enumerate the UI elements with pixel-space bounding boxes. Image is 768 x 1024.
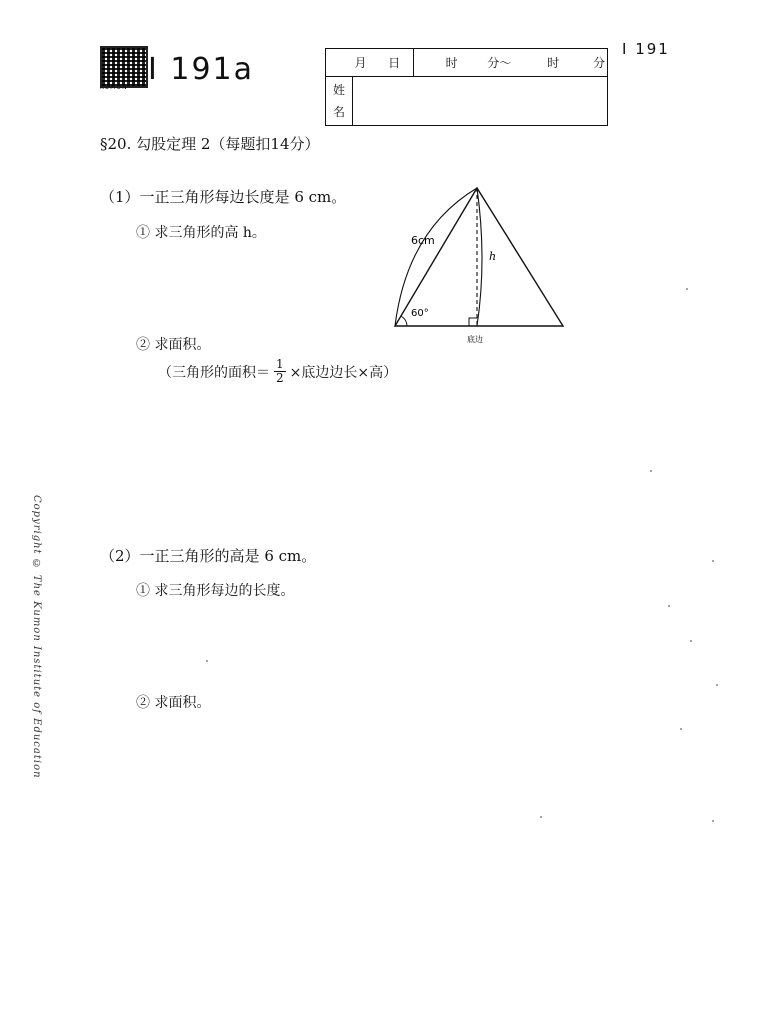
triangle-diagram [385, 180, 575, 350]
date-name-box [325, 48, 608, 126]
date-cell[interactable] [326, 49, 414, 77]
side-copyright: Copyright © The Kumon Institute of Education [31, 495, 42, 779]
scan-speck [540, 816, 542, 818]
scan-speck [686, 288, 688, 290]
worksheet-code: I 191a [148, 52, 255, 87]
problem2-part1: ① 求三角形每边的长度。 [136, 583, 295, 599]
problem1-part1: ① 求三角形的高 h。 [136, 225, 266, 241]
hour-start-label: 时 [445, 56, 458, 70]
fraction-numerator: 1 [276, 357, 284, 371]
problem2-stem: （2）一正三角形的高是 6 cm。 [100, 547, 317, 565]
name-label-char-2: 名 [332, 105, 345, 119]
scan-speck [680, 728, 682, 730]
section-title: §20. 勾股定理 2（每题扣14分） [100, 135, 320, 153]
side-label: 6cm [411, 234, 435, 247]
height-arc [477, 188, 482, 326]
angle-arc [401, 316, 407, 326]
angle-label: 60° [411, 308, 429, 319]
hour-end-label: 时 [547, 56, 560, 70]
minute-start-label: 分～ [487, 56, 512, 70]
right-angle-mark [469, 318, 477, 326]
problem1-stem: （1）一正三角形每边长度是 6 cm。 [100, 188, 347, 206]
page-code: I 191 [622, 40, 670, 58]
fraction-denominator: 2 [276, 371, 284, 385]
formula-right: ×底边边长×高） [289, 364, 398, 381]
kumon-logo [100, 46, 148, 88]
scan-speck [690, 640, 692, 642]
month-label: 月 [354, 56, 367, 70]
scan-speck [716, 684, 718, 686]
name-label-char-1: 姓 [332, 83, 345, 97]
fraction-one-half [274, 358, 286, 385]
scan-speck [668, 605, 670, 607]
problem1-part2: ② 求面积。 [136, 337, 211, 353]
name-field[interactable] [353, 77, 608, 126]
height-label: h [489, 250, 497, 263]
minute-end-label: 分 [593, 56, 606, 70]
scan-speck [650, 470, 652, 472]
base-label: 底边 [467, 335, 483, 344]
formula-left: （三角形的面积＝ [158, 364, 270, 381]
area-formula [158, 358, 397, 385]
scan-speck [712, 820, 714, 822]
name-label [326, 77, 353, 126]
scan-speck [206, 660, 208, 662]
logo-text: KUMON [100, 84, 128, 91]
time-cell[interactable] [413, 49, 607, 77]
day-label: 日 [388, 56, 401, 70]
scan-speck [712, 560, 714, 562]
problem2-part2: ② 求面积。 [136, 695, 211, 711]
